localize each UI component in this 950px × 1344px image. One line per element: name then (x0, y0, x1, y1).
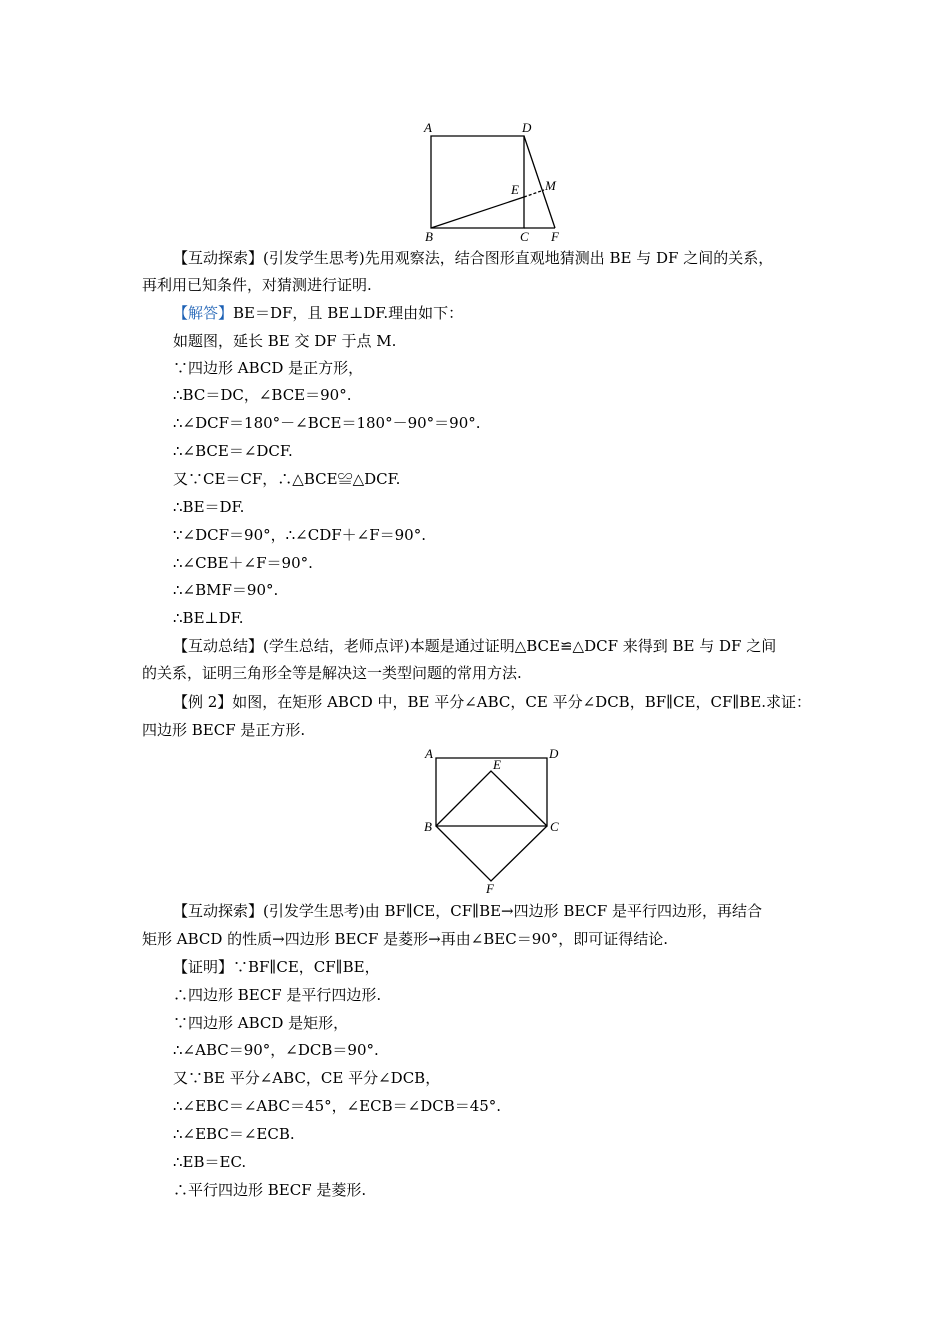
segment-em (524, 190, 544, 197)
proof1-step-5: ∴∠BCE＝∠DCF. (173, 442, 293, 460)
label-e: E (493, 757, 501, 772)
answer-tag: 【解答】 (173, 304, 234, 322)
label-f: F (551, 229, 559, 244)
proof1-step-8: ∵∠DCF＝90°，∴∠CDF＋∠F＝90°. (173, 526, 426, 544)
proof1-step-7: ∴BE＝DF. (173, 498, 245, 516)
proof2-step-4: 又∵BE 平分∠ABC，CE 平分∠DCB， (173, 1069, 441, 1087)
example2-line-1: 【例 2】如图，在矩形 ABCD 中，BE 平分∠ABC，CE 平分∠DCB，BF∥CE，CF∥BE.求证： (173, 693, 812, 711)
proof1-step-11: ∴BE⊥DF. (173, 609, 244, 627)
label-d: D (522, 120, 532, 135)
proof2-step-5: ∴∠EBC＝∠ABC＝45°，∠ECB＝∠DCB＝45°. (173, 1097, 502, 1115)
proof2-step-2: ∵四边形 ABCD 是矩形， (173, 1014, 349, 1032)
label-b: B (425, 229, 433, 244)
label-a: A (425, 746, 433, 761)
label-a: A (424, 120, 432, 135)
explore2-line-2: 矩形 ABCD 的性质→四边形 BECF 是菱形→再由∠BEC＝90°，即可证得结论. (142, 930, 669, 948)
answer-line: 【解答】BE＝DF，且 BE⊥DF.理由如下： (173, 304, 464, 322)
rectangle-abcd (436, 758, 547, 826)
proof2-step-7: ∴EB＝EC. (173, 1153, 247, 1171)
explore-line-1: 【互动探索】(引发学生思考)先用观察法，结合图形直观地猜测出 BE 与 DF 之间的关系， (173, 249, 774, 267)
proof1-step-4: ∴∠DCF＝180°－∠BCE＝180°－90°＝90°. (173, 414, 481, 432)
proof2-step-1: ∴四边形 BECF 是平行四边形. (173, 986, 382, 1004)
segments-bf-fc (436, 826, 547, 881)
label-c: C (550, 819, 559, 834)
label-f: F (486, 881, 494, 896)
example2-line-2: 四边形 BECF 是正方形. (142, 721, 306, 739)
label-e: E (511, 182, 519, 197)
figure-square-abcd (420, 118, 570, 244)
proof1-step-10: ∴∠BMF＝90°. (173, 581, 279, 599)
label-m: M (545, 178, 556, 193)
proof1-step-3: ∴BC＝DC，∠BCE＝90°. (173, 386, 352, 404)
proof1-step-1: 如题图，延长 BE 交 DF 于点 M. (173, 332, 397, 350)
segment-be (431, 197, 524, 228)
summary-line-2: 的关系，证明三角形全等是解决这一类型问题的常用方法. (142, 664, 522, 682)
label-b: B (424, 819, 432, 834)
explore-line-2: 再利用已知条件，对猜测进行证明. (142, 276, 372, 294)
segments-be-ec (436, 771, 547, 826)
proof2-step-6: ∴∠EBC＝∠ECB. (173, 1125, 295, 1143)
proof1-step-2: ∵四边形 ABCD 是正方形， (173, 359, 364, 377)
label-d: D (549, 746, 559, 761)
proof1-step-6: 又∵CE＝CF，∴△BCE≌△DCF. (173, 470, 401, 488)
proof2-step-8: ∴平行四边形 BECF 是菱形. (173, 1181, 367, 1199)
proof1-step-9: ∴∠CBE＋∠F＝90°. (173, 554, 313, 572)
label-c: C (520, 229, 529, 244)
proof2-first-line: 【证明】∵BF∥CE，CF∥BE， (173, 958, 380, 976)
proof2-step-3: ∴∠ABC＝90°，∠DCB＝90°. (173, 1041, 379, 1059)
explore2-line-1: 【互动探索】(引发学生思考)由 BF∥CE，CF∥BE→四边形 BECF 是平行四边形，再结合 (173, 902, 763, 920)
figure-rectangle-abcd (420, 745, 570, 895)
summary-line-1: 【互动总结】(学生总结，老师点评)本题是通过证明△BCE≌△DCF 来得到 BE 与 DF 之间 (173, 637, 777, 655)
